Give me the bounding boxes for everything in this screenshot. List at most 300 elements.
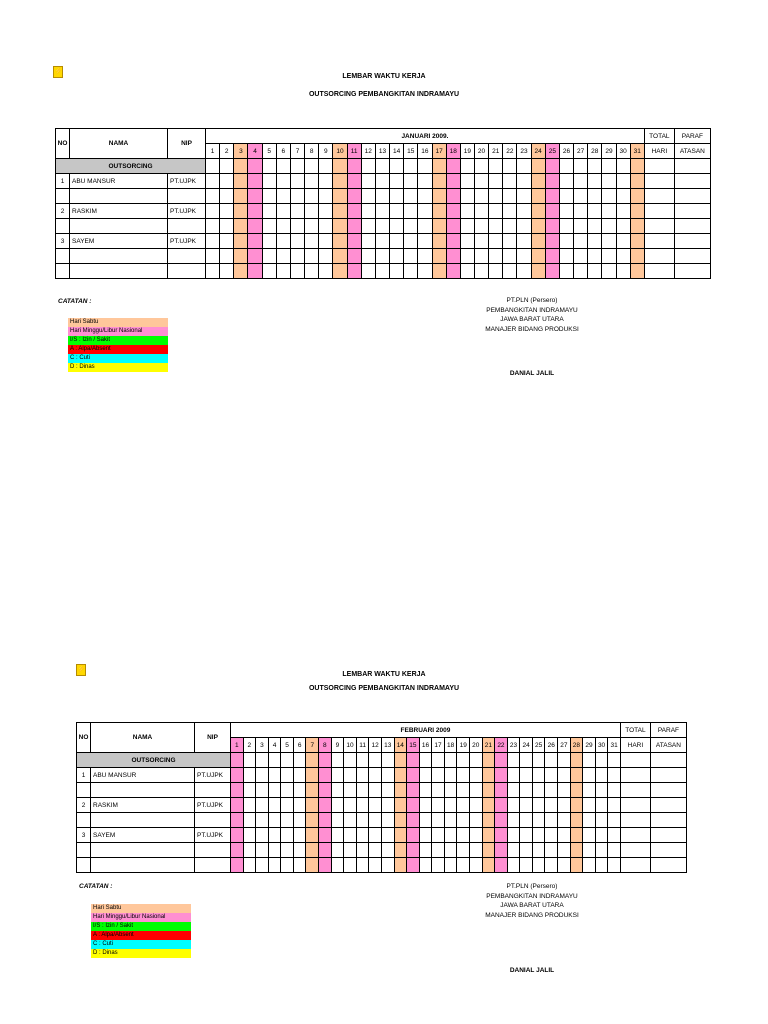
- day-cell[interactable]: [457, 798, 470, 813]
- day-cell[interactable]: [356, 753, 369, 768]
- day-cell[interactable]: [369, 753, 382, 768]
- day-cell[interactable]: [356, 828, 369, 843]
- day-cell[interactable]: [432, 843, 445, 858]
- day-cell[interactable]: [281, 768, 294, 783]
- day-cell[interactable]: [256, 753, 269, 768]
- day-cell[interactable]: [507, 753, 520, 768]
- day-cell[interactable]: [532, 843, 545, 858]
- day-header: 31: [608, 738, 621, 753]
- blank-row: [77, 783, 687, 798]
- day-cell[interactable]: [583, 828, 596, 843]
- total-cell[interactable]: [620, 843, 650, 858]
- day-cell[interactable]: [444, 798, 457, 813]
- day-cell[interactable]: [293, 813, 306, 828]
- day-cell[interactable]: [595, 813, 608, 828]
- day-cell[interactable]: [583, 798, 596, 813]
- day-cell[interactable]: [520, 768, 533, 783]
- day-cell[interactable]: [482, 783, 495, 798]
- day-cell[interactable]: [407, 828, 420, 843]
- day-cell[interactable]: [570, 798, 583, 813]
- day-cell[interactable]: [394, 858, 407, 873]
- day-cell[interactable]: [281, 813, 294, 828]
- day-cell[interactable]: [457, 828, 470, 843]
- day-cell[interactable]: [293, 753, 306, 768]
- name-cell[interactable]: [91, 783, 195, 798]
- day-cell[interactable]: [432, 783, 445, 798]
- day-cell[interactable]: [268, 768, 281, 783]
- day-cell[interactable]: [444, 753, 457, 768]
- day-cell[interactable]: [570, 783, 583, 798]
- day-cell[interactable]: [281, 783, 294, 798]
- day-cell[interactable]: [583, 858, 596, 873]
- day-cell[interactable]: [268, 843, 281, 858]
- paraf-cell[interactable]: [650, 783, 686, 798]
- day-cell[interactable]: [469, 858, 482, 873]
- day-cell[interactable]: [545, 858, 558, 873]
- day-cell[interactable]: [243, 768, 256, 783]
- day-cell[interactable]: [407, 843, 420, 858]
- day-cell[interactable]: [281, 828, 294, 843]
- day-cell[interactable]: [520, 843, 533, 858]
- day-cell[interactable]: [482, 753, 495, 768]
- day-cell[interactable]: [331, 753, 344, 768]
- day-cell[interactable]: [432, 828, 445, 843]
- header-paraf: PARAF: [674, 129, 710, 144]
- day-cell[interactable]: [520, 798, 533, 813]
- day-cell[interactable]: [394, 753, 407, 768]
- day-cell[interactable]: [319, 753, 332, 768]
- day-cell[interactable]: [231, 843, 244, 858]
- day-cell[interactable]: [344, 813, 357, 828]
- day-cell[interactable]: [331, 783, 344, 798]
- day-cell[interactable]: [507, 768, 520, 783]
- day-header: 8: [305, 144, 319, 159]
- day-cell[interactable]: [558, 858, 571, 873]
- day-cell[interactable]: [344, 783, 357, 798]
- day-cell[interactable]: [583, 843, 596, 858]
- day-cell[interactable]: [256, 768, 269, 783]
- day-cell[interactable]: [319, 783, 332, 798]
- day-cell[interactable]: [432, 858, 445, 873]
- total-cell[interactable]: [620, 858, 650, 873]
- day-cell[interactable]: [281, 753, 294, 768]
- day-cell[interactable]: [256, 828, 269, 843]
- day-cell[interactable]: [331, 843, 344, 858]
- day-header: 7: [290, 144, 304, 159]
- day-cell[interactable]: [520, 783, 533, 798]
- day-cell[interactable]: [331, 798, 344, 813]
- day-cell[interactable]: [595, 768, 608, 783]
- day-cell[interactable]: [507, 783, 520, 798]
- day-cell[interactable]: [520, 813, 533, 828]
- day-cell[interactable]: [306, 753, 319, 768]
- day-cell[interactable]: [256, 813, 269, 828]
- day-cell[interactable]: [495, 798, 508, 813]
- day-header: 1: [231, 738, 244, 753]
- paraf-cell[interactable]: [650, 753, 686, 768]
- day-cell[interactable]: [381, 768, 394, 783]
- day-cell[interactable]: [558, 768, 571, 783]
- day-cell[interactable]: [558, 843, 571, 858]
- nip-cell[interactable]: [195, 843, 231, 858]
- day-cell[interactable]: [356, 858, 369, 873]
- nip-cell[interactable]: [195, 813, 231, 828]
- day-header: 23: [517, 144, 531, 159]
- day-cell[interactable]: [344, 843, 357, 858]
- signature-line: PEMBANGKITAN INDRAMAYU: [486, 306, 578, 314]
- day-cell[interactable]: [407, 768, 420, 783]
- day-cell[interactable]: [608, 858, 621, 873]
- day-cell[interactable]: [256, 843, 269, 858]
- total-cell[interactable]: [620, 768, 650, 783]
- header-total: TOTAL: [644, 129, 674, 144]
- day-cell[interactable]: [495, 768, 508, 783]
- day-cell[interactable]: [608, 753, 621, 768]
- day-cell[interactable]: [394, 798, 407, 813]
- day-cell[interactable]: [319, 798, 332, 813]
- day-cell[interactable]: [268, 783, 281, 798]
- day-cell[interactable]: [469, 753, 482, 768]
- day-cell[interactable]: [507, 813, 520, 828]
- day-cell[interactable]: [344, 798, 357, 813]
- paraf-cell[interactable]: [650, 768, 686, 783]
- day-cell[interactable]: [520, 828, 533, 843]
- day-cell[interactable]: [532, 828, 545, 843]
- header-month: FEBRUARI 2009: [231, 723, 621, 738]
- day-cell[interactable]: [369, 813, 382, 828]
- day-cell[interactable]: [444, 768, 457, 783]
- day-cell[interactable]: [545, 783, 558, 798]
- total-cell[interactable]: [620, 783, 650, 798]
- day-cell[interactable]: [356, 813, 369, 828]
- day-cell[interactable]: [608, 783, 621, 798]
- day-header: 25: [532, 738, 545, 753]
- day-cell[interactable]: [243, 753, 256, 768]
- day-cell[interactable]: [344, 828, 357, 843]
- day-cell[interactable]: [256, 783, 269, 798]
- total-cell[interactable]: [620, 798, 650, 813]
- day-cell[interactable]: [545, 813, 558, 828]
- day-cell[interactable]: [344, 768, 357, 783]
- day-cell[interactable]: [457, 753, 470, 768]
- day-cell[interactable]: [507, 858, 520, 873]
- day-cell[interactable]: [520, 753, 533, 768]
- day-cell[interactable]: [558, 753, 571, 768]
- day-cell[interactable]: [495, 843, 508, 858]
- day-cell[interactable]: [369, 843, 382, 858]
- day-cell[interactable]: [231, 858, 244, 873]
- day-cell[interactable]: [306, 783, 319, 798]
- day-cell[interactable]: [231, 783, 244, 798]
- day-cell[interactable]: [532, 813, 545, 828]
- name-cell[interactable]: [91, 843, 195, 858]
- legend-item: Hari Minggu/Libur Nasional: [68, 327, 168, 336]
- day-cell[interactable]: [331, 768, 344, 783]
- day-cell[interactable]: [532, 858, 545, 873]
- day-cell[interactable]: [432, 798, 445, 813]
- day-cell[interactable]: [558, 828, 571, 843]
- day-cell[interactable]: [507, 828, 520, 843]
- paraf-cell[interactable]: [650, 813, 686, 828]
- day-cell[interactable]: [306, 843, 319, 858]
- day-cell[interactable]: [469, 843, 482, 858]
- day-cell[interactable]: [344, 753, 357, 768]
- day-cell[interactable]: [583, 768, 596, 783]
- day-cell[interactable]: [482, 813, 495, 828]
- day-cell[interactable]: [306, 768, 319, 783]
- day-cell[interactable]: [281, 843, 294, 858]
- total-cell[interactable]: [620, 828, 650, 843]
- header-no: NO: [77, 723, 91, 753]
- day-cell[interactable]: [457, 783, 470, 798]
- day-cell[interactable]: [570, 843, 583, 858]
- day-cell[interactable]: [545, 753, 558, 768]
- day-cell[interactable]: [381, 813, 394, 828]
- day-cell[interactable]: [369, 798, 382, 813]
- day-cell[interactable]: [482, 858, 495, 873]
- day-cell[interactable]: [444, 858, 457, 873]
- day-cell[interactable]: [545, 843, 558, 858]
- day-cell[interactable]: [256, 798, 269, 813]
- day-cell[interactable]: [419, 783, 432, 798]
- day-cell[interactable]: [231, 828, 244, 843]
- day-cell[interactable]: [281, 798, 294, 813]
- day-cell[interactable]: [381, 783, 394, 798]
- employee-nip: PT.UJPK: [195, 828, 231, 843]
- day-cell[interactable]: [243, 828, 256, 843]
- day-cell[interactable]: [495, 813, 508, 828]
- day-cell[interactable]: [243, 843, 256, 858]
- day-cell[interactable]: [495, 753, 508, 768]
- day-cell[interactable]: [482, 798, 495, 813]
- day-cell[interactable]: [319, 828, 332, 843]
- day-cell[interactable]: [243, 858, 256, 873]
- day-cell[interactable]: [394, 828, 407, 843]
- day-cell[interactable]: [507, 843, 520, 858]
- day-cell[interactable]: [583, 813, 596, 828]
- day-cell[interactable]: [381, 828, 394, 843]
- signature-line: JAWA BARAT UTARA: [500, 902, 564, 909]
- day-cell[interactable]: [595, 783, 608, 798]
- total-cell[interactable]: [620, 813, 650, 828]
- day-cell[interactable]: [532, 798, 545, 813]
- day-header: 25: [545, 144, 559, 159]
- day-cell[interactable]: [595, 798, 608, 813]
- day-cell[interactable]: [495, 783, 508, 798]
- day-cell[interactable]: [306, 828, 319, 843]
- day-cell[interactable]: [331, 813, 344, 828]
- day-cell[interactable]: [608, 813, 621, 828]
- day-cell[interactable]: [419, 768, 432, 783]
- day-cell[interactable]: [293, 828, 306, 843]
- day-cell[interactable]: [532, 783, 545, 798]
- day-cell[interactable]: [319, 843, 332, 858]
- day-cell[interactable]: [469, 798, 482, 813]
- day-cell[interactable]: [231, 813, 244, 828]
- day-cell[interactable]: [419, 753, 432, 768]
- day-cell[interactable]: [419, 828, 432, 843]
- employee-no: 1: [56, 174, 70, 189]
- day-cell[interactable]: [457, 813, 470, 828]
- day-cell[interactable]: [306, 813, 319, 828]
- day-cell[interactable]: [268, 813, 281, 828]
- day-cell[interactable]: [608, 843, 621, 858]
- day-cell[interactable]: [256, 858, 269, 873]
- day-cell[interactable]: [306, 858, 319, 873]
- day-cell[interactable]: [570, 768, 583, 783]
- day-cell[interactable]: [407, 783, 420, 798]
- paraf-cell[interactable]: [650, 843, 686, 858]
- day-cell[interactable]: [369, 768, 382, 783]
- day-cell[interactable]: [356, 783, 369, 798]
- day-cell[interactable]: [570, 813, 583, 828]
- day-cell[interactable]: [331, 828, 344, 843]
- day-cell[interactable]: [469, 813, 482, 828]
- day-header: 30: [595, 738, 608, 753]
- day-cell[interactable]: [419, 813, 432, 828]
- day-cell[interactable]: [268, 828, 281, 843]
- day-cell[interactable]: [482, 843, 495, 858]
- day-cell[interactable]: [293, 858, 306, 873]
- day-cell[interactable]: [469, 783, 482, 798]
- day-cell[interactable]: [293, 843, 306, 858]
- day-cell[interactable]: [344, 858, 357, 873]
- day-cell[interactable]: [231, 768, 244, 783]
- day-cell[interactable]: [243, 798, 256, 813]
- day-cell[interactable]: [231, 798, 244, 813]
- day-cell[interactable]: [608, 768, 621, 783]
- day-cell[interactable]: [558, 813, 571, 828]
- signature-line: MANAJER BIDANG PRODUKSI: [485, 911, 579, 919]
- day-cell[interactable]: [507, 798, 520, 813]
- day-cell[interactable]: [331, 858, 344, 873]
- day-cell[interactable]: [457, 858, 470, 873]
- day-cell[interactable]: [482, 828, 495, 843]
- name-cell[interactable]: [91, 858, 195, 873]
- day-cell[interactable]: [457, 768, 470, 783]
- day-cell[interactable]: [570, 753, 583, 768]
- day-cell[interactable]: [268, 798, 281, 813]
- day-cell[interactable]: [243, 783, 256, 798]
- day-cell[interactable]: [369, 828, 382, 843]
- day-cell[interactable]: [369, 858, 382, 873]
- day-cell[interactable]: [381, 753, 394, 768]
- day-cell[interactable]: [444, 828, 457, 843]
- day-cell[interactable]: [381, 798, 394, 813]
- day-cell[interactable]: [281, 858, 294, 873]
- day-cell[interactable]: [268, 858, 281, 873]
- day-cell[interactable]: [419, 798, 432, 813]
- day-cell[interactable]: [432, 768, 445, 783]
- day-cell[interactable]: [407, 858, 420, 873]
- day-cell[interactable]: [595, 828, 608, 843]
- day-cell[interactable]: [419, 843, 432, 858]
- name-cell[interactable]: [91, 813, 195, 828]
- day-cell[interactable]: [583, 753, 596, 768]
- day-cell[interactable]: [570, 858, 583, 873]
- day-cell[interactable]: [595, 753, 608, 768]
- day-cell[interactable]: [469, 768, 482, 783]
- employee-no: 2: [56, 204, 70, 219]
- day-cell[interactable]: [570, 828, 583, 843]
- day-cell[interactable]: [595, 858, 608, 873]
- day-cell[interactable]: [558, 783, 571, 798]
- day-cell[interactable]: [293, 768, 306, 783]
- day-cell[interactable]: [545, 828, 558, 843]
- day-cell[interactable]: [319, 813, 332, 828]
- day-cell[interactable]: [319, 858, 332, 873]
- day-cell[interactable]: [545, 798, 558, 813]
- day-cell[interactable]: [532, 768, 545, 783]
- day-cell[interactable]: [520, 858, 533, 873]
- day-cell[interactable]: [306, 798, 319, 813]
- employee-name: RASKIM: [70, 204, 168, 219]
- day-cell[interactable]: [495, 828, 508, 843]
- day-cell[interactable]: [319, 768, 332, 783]
- day-cell[interactable]: [444, 813, 457, 828]
- day-cell[interactable]: [444, 843, 457, 858]
- day-cell[interactable]: [608, 828, 621, 843]
- paraf-cell[interactable]: [650, 858, 686, 873]
- day-cell[interactable]: [558, 798, 571, 813]
- day-header: 29: [583, 738, 596, 753]
- day-cell[interactable]: [457, 843, 470, 858]
- day-cell[interactable]: [394, 843, 407, 858]
- table-row: [77, 828, 687, 843]
- signature-line: PT.PLN (Persero): [506, 297, 558, 304]
- total-cell[interactable]: [620, 753, 650, 768]
- day-cell[interactable]: [394, 768, 407, 783]
- day-cell[interactable]: [583, 783, 596, 798]
- day-cell[interactable]: [432, 813, 445, 828]
- day-cell[interactable]: [369, 783, 382, 798]
- day-cell[interactable]: [444, 783, 457, 798]
- day-cell[interactable]: [394, 783, 407, 798]
- day-cell[interactable]: [595, 843, 608, 858]
- day-cell[interactable]: [231, 753, 244, 768]
- day-cell[interactable]: [243, 813, 256, 828]
- sheet-subtitle: OUTSORCING PEMBANGKITAN INDRAMAYU: [308, 91, 460, 98]
- day-cell[interactable]: [381, 843, 394, 858]
- nip-cell[interactable]: [195, 783, 231, 798]
- day-cell[interactable]: [293, 798, 306, 813]
- day-cell[interactable]: [356, 768, 369, 783]
- day-cell[interactable]: [482, 768, 495, 783]
- day-cell[interactable]: [293, 783, 306, 798]
- day-cell[interactable]: [407, 813, 420, 828]
- day-cell[interactable]: [432, 753, 445, 768]
- day-cell[interactable]: [394, 813, 407, 828]
- day-cell[interactable]: [532, 753, 545, 768]
- day-cell[interactable]: [268, 753, 281, 768]
- paraf-cell[interactable]: [650, 828, 686, 843]
- day-cell[interactable]: [356, 843, 369, 858]
- nip-cell[interactable]: [195, 858, 231, 873]
- day-header: 26: [545, 738, 558, 753]
- day-header: 1: [206, 144, 220, 159]
- day-cell[interactable]: [407, 753, 420, 768]
- employee-name: RASKIM: [91, 798, 195, 813]
- day-cell[interactable]: [419, 858, 432, 873]
- day-cell[interactable]: [545, 768, 558, 783]
- day-cell[interactable]: [356, 798, 369, 813]
- day-cell[interactable]: [495, 858, 508, 873]
- day-cell[interactable]: [381, 858, 394, 873]
- day-cell[interactable]: [407, 798, 420, 813]
- day-cell[interactable]: [469, 828, 482, 843]
- paraf-cell[interactable]: [650, 798, 686, 813]
- day-cell[interactable]: [608, 798, 621, 813]
